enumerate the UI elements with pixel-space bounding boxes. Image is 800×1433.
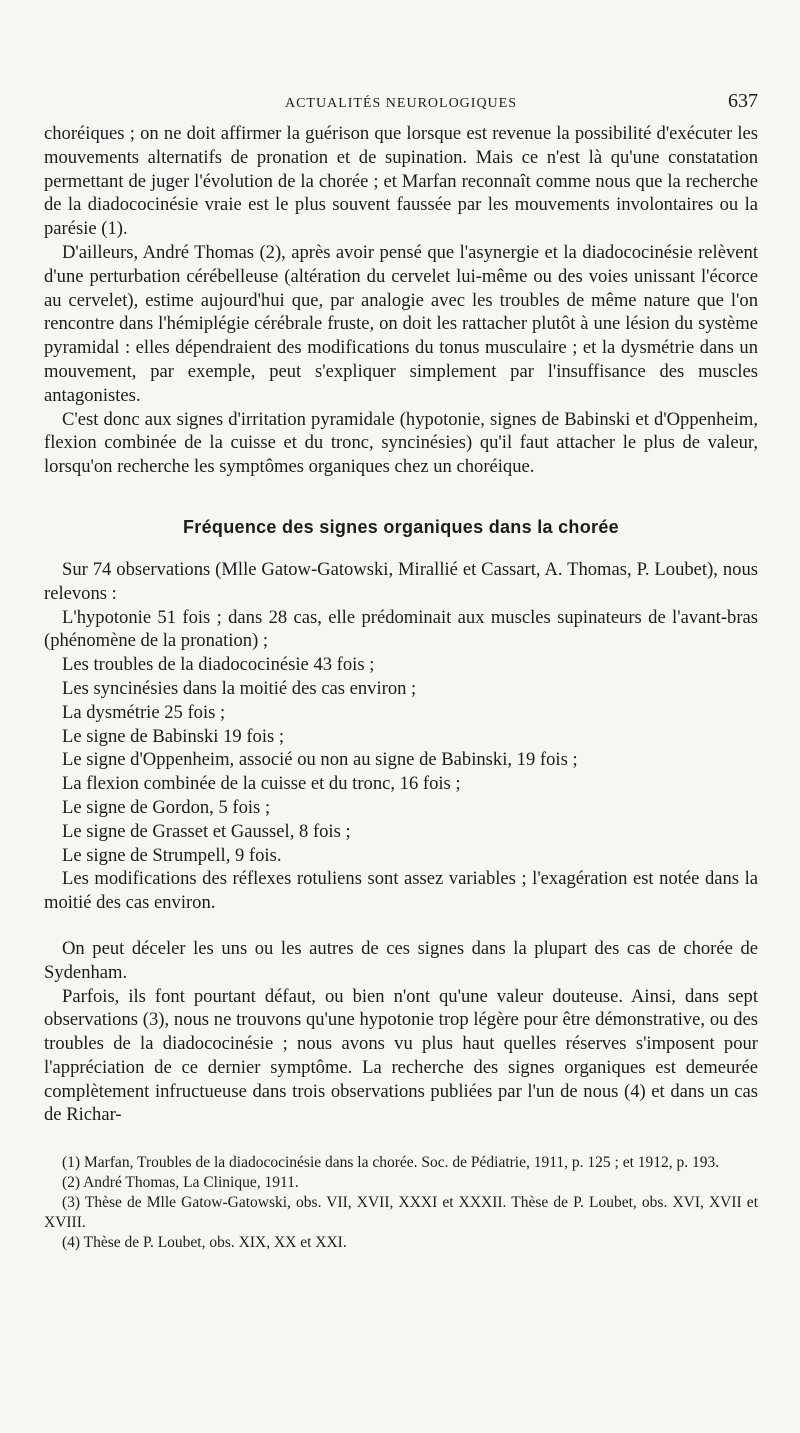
page-number: 637 — [728, 90, 758, 112]
list-item: Le signe d'Oppenheim, associé ou non au signe de Babinski, 19 fois ; — [62, 749, 578, 771]
page — [44, 88, 758, 1253]
list-item: Les modifications des réflexes rotuliens sont assez variables ; l'exagération est notée dans la moitié des cas environ. — [44, 868, 758, 914]
paragraph-3: C'est donc aux signes d'irritation pyramidale (hypotonie, signes de Babinski et d'Oppenheim, flexion combinée de la cuisse et du tronc, syncinésies) qu'il faut attacher le plus de valeur, lorsqu'on recherche les symptômes organiques chez un choréique. — [44, 408, 758, 478]
paragraph-2: D'ailleurs, André Thomas (2), après avoir pensé que l'asynergie et la diadococinésie relèvent d'une perturbation cérébelleuse (altération du cervelet lui-même ou des voies unissant l'écorce au cervelet), estime aujourd'hui que, par analogie avec les troubles de même nature que l'on rencontre dans l'hémiplégie cérébrale fruste, on doit les rattacher plutôt à une lésion du système pyramidal : elles dépendraient des modifications du tonus musculaire ; et la dysmétrie dans un mouvement, par exemple, peut s'expliquer simplement par l'insuffisance des muscles antagonistes. — [44, 241, 758, 406]
running-head — [44, 88, 758, 122]
list-item: L'hypotonie 51 fois ; dans 28 cas, elle prédominait aux muscles supinateurs de l'avant-bras (phénomène de la pronation) ; — [44, 606, 758, 652]
section-title: Fréquence des signes organiques dans la chorée — [183, 516, 619, 537]
footnote-1: (1) Marfan, Troubles de la diadococinésie dans la chorée. Soc. de Pédiatrie, 1911, p. 125 ; et 1912, p. 193. — [62, 1154, 720, 1172]
running-title: ACTUALITÉS NEUROLOGIQUES — [284, 96, 518, 111]
footnote-3: (3) Thèse de Mlle Gatow-Gatowski, obs. VII, XVII, XXXI et XXXII. Thèse de P. Loubet, obs. XVI, XVII et XVIII. — [44, 1194, 758, 1232]
list-item: La dysmétrie 25 fois ; — [62, 701, 226, 723]
list-item: La flexion combinée de la cuisse et du tronc, 16 fois ; — [62, 773, 461, 795]
footnotes — [44, 1153, 758, 1253]
list-item: Le signe de Gordon, 5 fois ; — [62, 796, 271, 818]
paragraph-5: Parfois, ils font pourtant défaut, ou bien n'ont qu'une valeur douteuse. Ainsi, dans sept observations (3), nous ne trouvons qu'une hypotonie trop légère pour être démonstrative, ou des troubles de la diadococinésie ; nous avons vu plus haut quelles réserves s'imposent pour l'appréciation de ce dernier symptôme. La recherche des signes organiques est demeurée complètement infructueuse dans trois observations publiées par l'un de nous (4) et dans un cas de Richar- — [44, 985, 758, 1126]
list-item: Les syncinésies dans la moitié des cas environ ; — [62, 677, 417, 699]
paragraph-4: On peut déceler les uns ou les autres de ces signes dans la plupart des cas de chorée de Sydenham. — [44, 937, 758, 983]
list-item: Les troubles de la diadococinésie 43 fois ; — [62, 654, 375, 676]
list-item: Le signe de Strumpell, 9 fois. — [62, 844, 282, 866]
footnote-2: (2) André Thomas, La Clinique, 1911. — [62, 1174, 299, 1192]
paragraph-1: choréiques ; on ne doit affirmer la guérison que lorsque est revenue la possibilité d'exécuter les mouvements alternatifs de pronation et de supination. Mais ce n'est là qu'une constatation permettant de juger l'évolution de la chorée ; et Marfan reconnaît comme nous que la recherche de la diadococinésie vraie est le plus souvent faussée par les mouvements involontaires ou la parésie (1). — [44, 123, 758, 240]
intro-paragraph: Sur 74 observations (Mlle Gatow-Gatowski, Mirallié et Cassart, A. Thomas, P. Loubet), nous relevons : — [44, 558, 758, 604]
list-item: Le signe de Grasset et Gaussel, 8 fois ; — [62, 820, 351, 842]
footnote-4: (4) Thèse de P. Loubet, obs. XIX, XX et XXI. — [62, 1234, 347, 1252]
list-item: Le signe de Babinski 19 fois ; — [62, 725, 285, 747]
paragraph-gap — [44, 915, 758, 937]
